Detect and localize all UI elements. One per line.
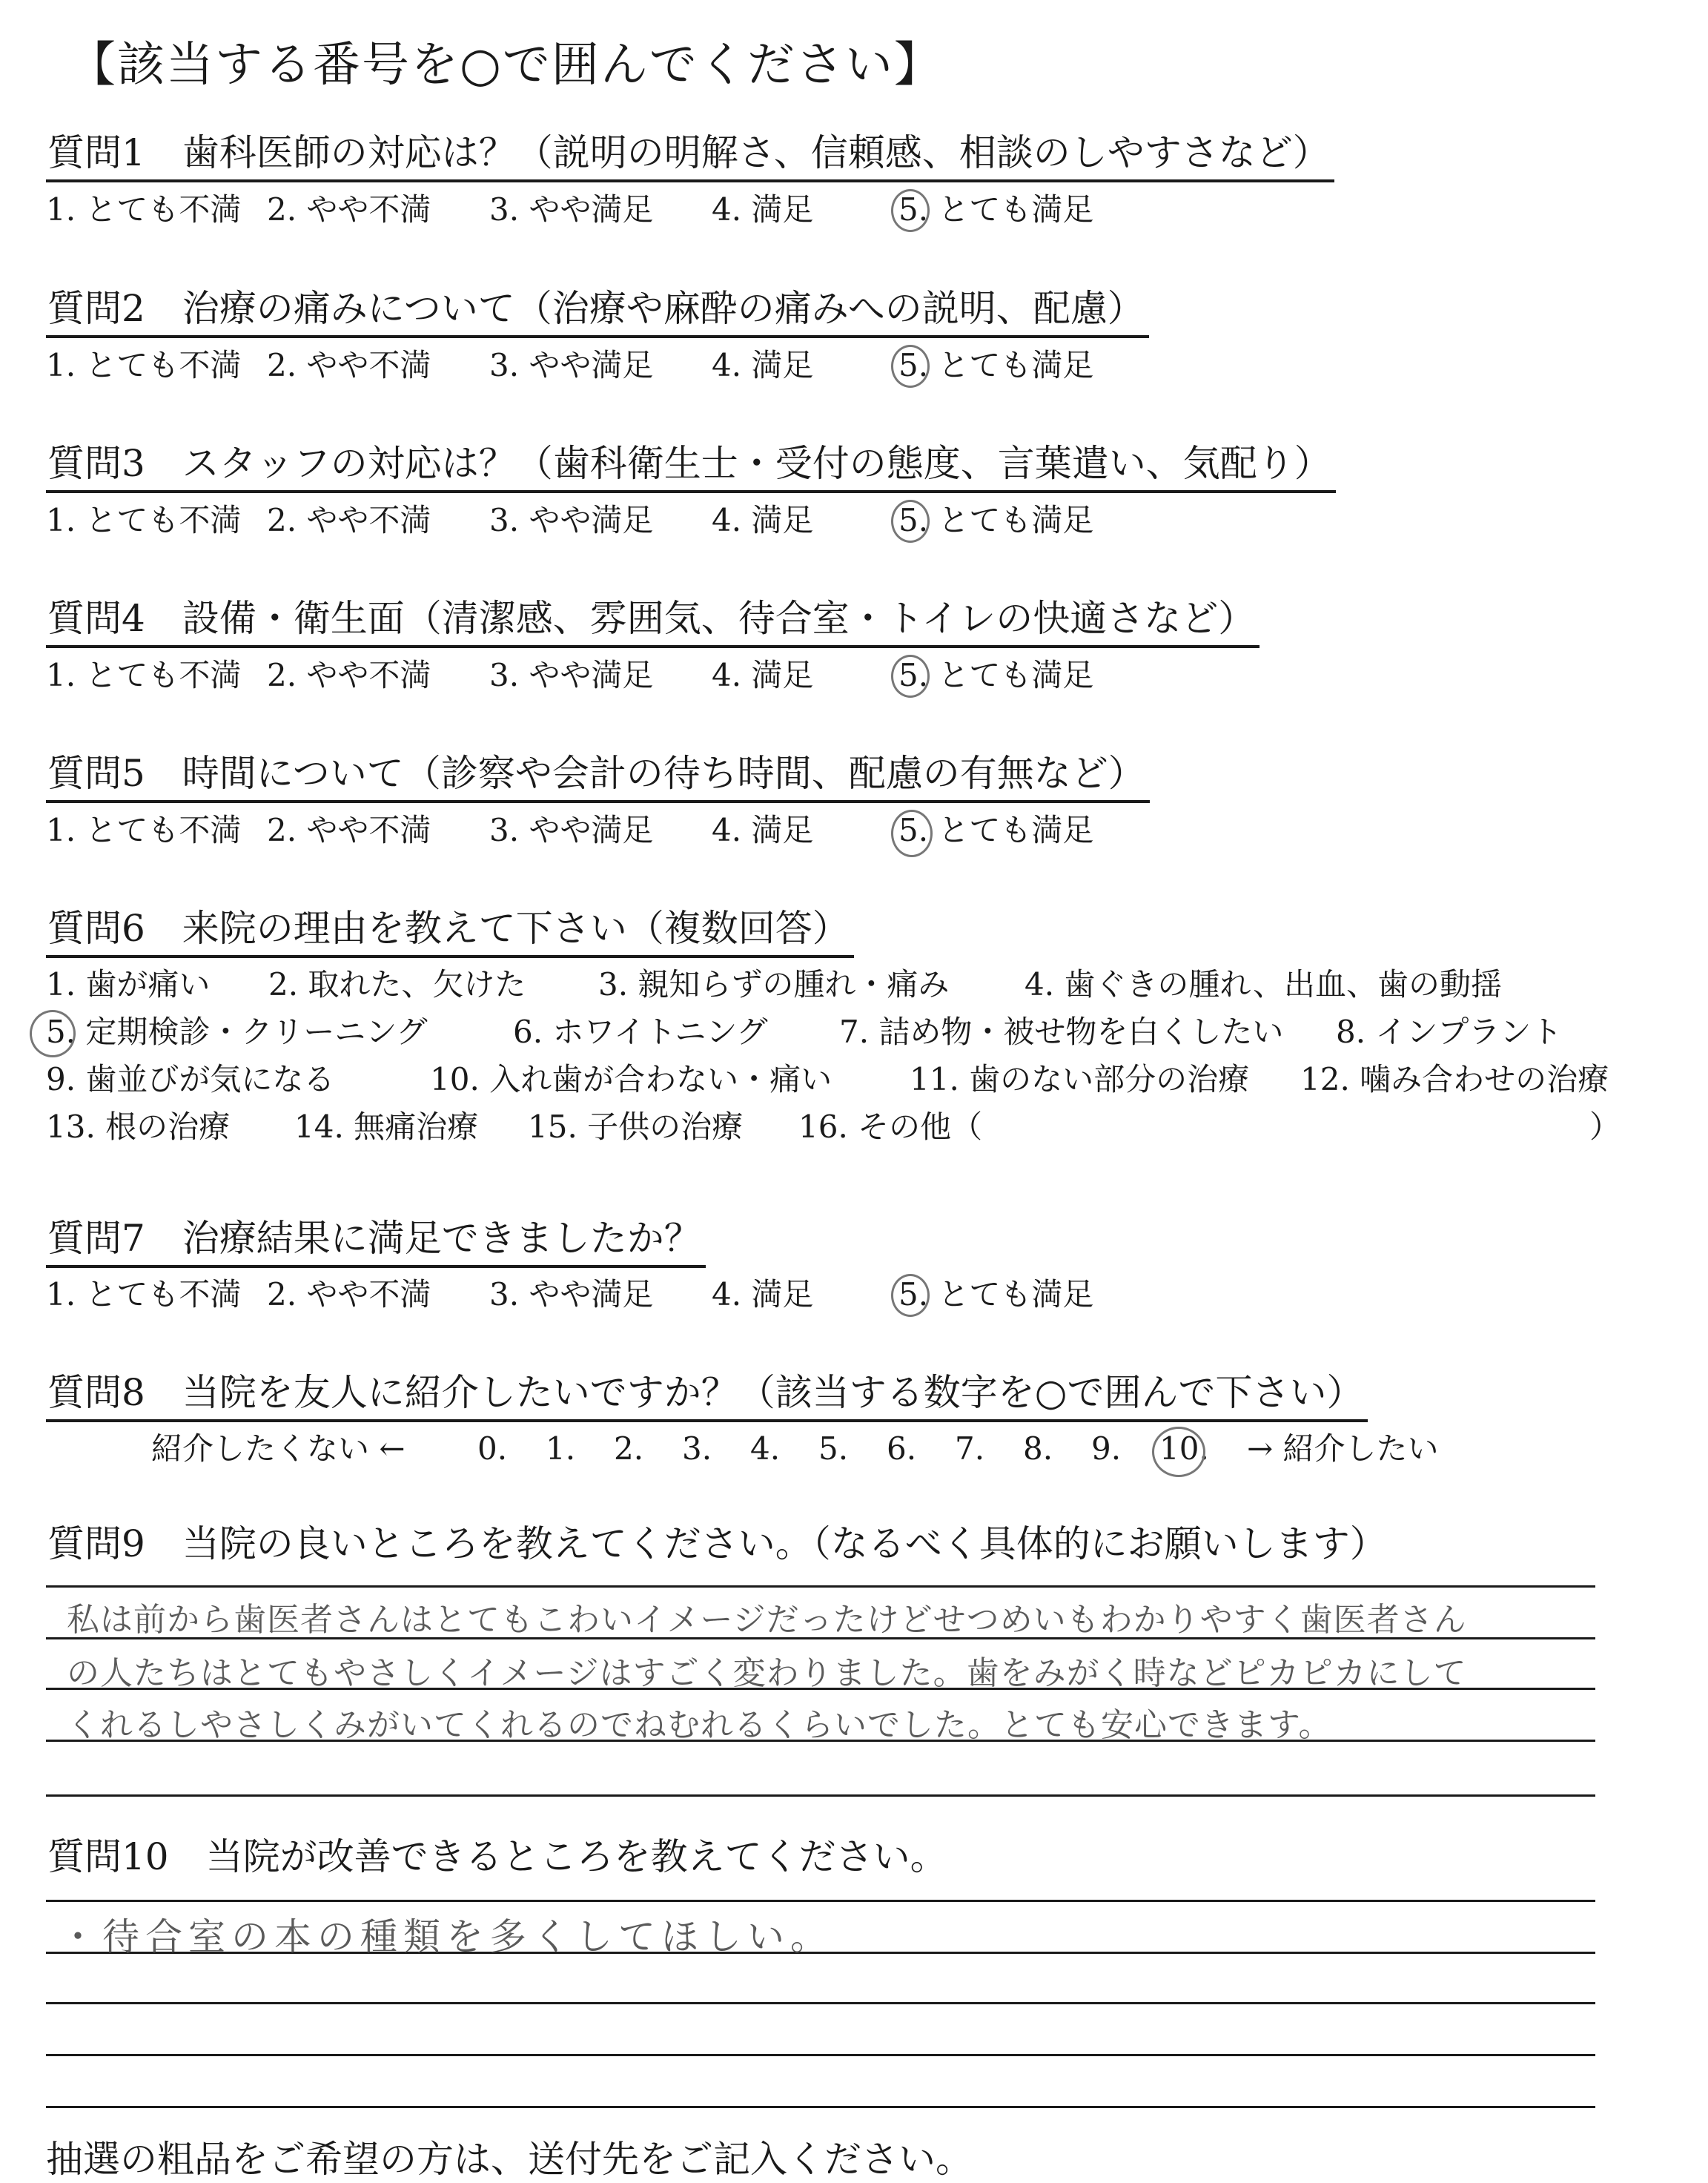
selection-circle-mark (891, 810, 933, 857)
q5-option-4[interactable]: 4. 満足 (712, 812, 814, 848)
q9-answer-line-2: の人たちはとてもやさしくイメージはすごく変わりました。歯をみがく時などピカピカにして (67, 1654, 1467, 1692)
question-7-heading: 質問7 治療結果に満足できましたか？ (46, 1216, 706, 1268)
q6-option-6[interactable]: 6. ホワイトニング (513, 1014, 768, 1050)
answer-line (46, 2002, 1595, 2004)
footer-instruction: 抽選の粗品をご希望の方は、送付先をご記入ください。 (46, 2138, 973, 2181)
page-title: 【該当する番号を○で囲んでください】 (68, 38, 943, 93)
selection-circle-mark (1152, 1427, 1205, 1477)
question-2-heading: 質問2 治療の痛みについて（治療や麻酔の痛みへの説明、配慮） (46, 286, 1149, 338)
q3-option-4[interactable]: 4. 満足 (712, 502, 814, 538)
q2-option-3[interactable]: 3. やや満足 (489, 347, 654, 383)
q10-answer-line-1: ・待合室の本の種類を多くしてほしい。 (59, 1915, 833, 1958)
q7-option-2[interactable]: 2. やや不満 (267, 1276, 431, 1312)
q3-option-3[interactable]: 3. やや満足 (489, 502, 654, 538)
q2-option-4[interactable]: 4. 満足 (712, 347, 814, 383)
q6-option-4[interactable]: 4. 歯ぐきの腫れ、出血、歯の動揺 (1025, 966, 1502, 1003)
q8-scale-2[interactable]: 2. (614, 1430, 644, 1467)
q8-scale-5[interactable]: 5. (818, 1430, 849, 1467)
question-8-heading: 質問8 当院を友人に紹介したいですか？（該当する数字を○で囲んで下さい） (46, 1370, 1368, 1422)
answer-line (46, 1585, 1595, 1588)
q6-option-14[interactable]: 14. 無痛治療 (294, 1109, 479, 1145)
q8-scale-8[interactable]: 8. (1023, 1430, 1053, 1467)
selection-circle-mark (891, 655, 930, 698)
question-6-row-3 (46, 1060, 1677, 1099)
question-9-heading: 質問9 当院の良いところを教えてください。（なるべく具体的にお願いします） (47, 1522, 1387, 1565)
q4-option-4[interactable]: 4. 満足 (712, 657, 814, 693)
question-6-heading: 質問6 来院の理由を教えて下さい（複数回答） (46, 906, 854, 958)
question-6-row-2 (46, 1013, 1677, 1051)
question-6-row-4 (46, 1108, 1677, 1146)
question-4-heading: 質問4 設備・衛生面（清潔感、雰囲気、待合室・トイレの快適さなど） (46, 596, 1260, 648)
q6-option-5[interactable]: 5. 定期検診・クリーニング (46, 1014, 428, 1050)
q3-option-1[interactable]: 1. とても不満 (46, 502, 242, 538)
q9-answer-line-1: 私は前から歯医者さんはとてもこわいイメージだったけどせつめいもわかりやすく歯医者さん (67, 1601, 1467, 1639)
q4-option-3[interactable]: 3. やや満足 (489, 657, 654, 693)
q6-option-12[interactable]: 12. 噛み合わせの治療 (1300, 1061, 1609, 1097)
q5-option-5[interactable]: 5. とても満足 (898, 812, 1094, 848)
selection-circle-mark (891, 345, 930, 388)
q3-option-5[interactable]: 5. とても満足 (898, 502, 1094, 538)
answer-line (46, 1900, 1595, 1902)
q8-scale-6[interactable]: 6. (887, 1430, 917, 1467)
q1-option-5[interactable]: 5. とても満足 (898, 191, 1094, 228)
question-3-heading: 質問3 スタッフの対応は？（歯科衛生士・受付の態度、言葉遣い、気配り） (46, 441, 1336, 493)
q6-option-16[interactable]: 16. その他（ (798, 1109, 983, 1145)
selection-circle-mark (30, 1010, 76, 1057)
q6-option-13[interactable]: 13. 根の治療 (46, 1109, 231, 1145)
question-8-scale (151, 1430, 1530, 1471)
q8-scale-3[interactable]: 3. (682, 1430, 712, 1467)
q6-option-3[interactable]: 3. 親知らずの腫れ・痛み (598, 966, 950, 1003)
q8-scale-1[interactable]: 1. (546, 1430, 576, 1467)
answer-line (46, 1794, 1595, 1797)
q8-scale-10[interactable]: 10. (1159, 1430, 1209, 1467)
q6-option-2[interactable]: 2. 取れた、欠けた (268, 966, 526, 1003)
question-6-row-1 (46, 965, 1677, 1004)
q6-option-11[interactable]: 11. 歯のない部分の治療 (910, 1061, 1250, 1097)
q2-option-5[interactable]: 5. とても満足 (898, 347, 1094, 383)
q8-right-label: → 紹介したい (1247, 1430, 1439, 1467)
q7-option-4[interactable]: 4. 満足 (712, 1276, 814, 1312)
q7-option-5[interactable]: 5. とても満足 (898, 1276, 1094, 1312)
q6-option-9[interactable]: 9. 歯並びが気になる (46, 1061, 335, 1097)
q9-answer-line-3: くれるしやさしくみがいてくれるのでねむれるくらいでした。とても安心できます。 (67, 1706, 1332, 1744)
q6-option-8[interactable]: 8. インプラント (1336, 1014, 1563, 1050)
question-1-heading: 質問1 歯科医師の対応は？（説明の明解さ、信頼感、相談のしやすさなど） (46, 131, 1334, 182)
answer-line (46, 2106, 1595, 2108)
q5-option-2[interactable]: 2. やや不満 (267, 812, 431, 848)
q1-option-1[interactable]: 1. とても不満 (46, 191, 242, 228)
question-7-options (46, 1275, 1158, 1314)
q6-option-1[interactable]: 1. 歯が痛い (46, 966, 211, 1003)
selection-circle-mark (891, 1274, 930, 1317)
question-1-options (46, 191, 1158, 229)
question-4-options (46, 656, 1158, 695)
q8-left-label: 紹介したくない ← (151, 1430, 406, 1467)
question-3-options (46, 501, 1158, 540)
q8-scale-9[interactable]: 9. (1091, 1430, 1122, 1467)
q1-option-2[interactable]: 2. やや不満 (267, 191, 431, 228)
q8-scale-4[interactable]: 4. (750, 1430, 781, 1467)
q3-option-2[interactable]: 2. やや不満 (267, 502, 431, 538)
q4-option-5[interactable]: 5. とても満足 (898, 657, 1094, 693)
q4-option-1[interactable]: 1. とても不満 (46, 657, 242, 693)
selection-circle-mark (891, 189, 930, 232)
answer-line (46, 2054, 1595, 2056)
q1-option-4[interactable]: 4. 満足 (712, 191, 814, 228)
q4-option-2[interactable]: 2. やや不満 (267, 657, 431, 693)
q5-option-3[interactable]: 3. やや満足 (489, 812, 654, 848)
q7-option-3[interactable]: 3. やや満足 (489, 1276, 654, 1312)
q6-option-15[interactable]: 15. 子供の治療 (528, 1109, 744, 1145)
question-2-options (46, 346, 1158, 385)
question-10-heading: 質問10 当院が改善できるところを教えてください。 (47, 1835, 947, 1878)
q5-option-1[interactable]: 1. とても不満 (46, 812, 242, 848)
q7-option-1[interactable]: 1. とても不満 (46, 1276, 242, 1312)
question-5-options (46, 811, 1158, 850)
q6-option-10[interactable]: 10. 入れ歯が合わない・痛い (430, 1061, 833, 1097)
q1-option-3[interactable]: 3. やや満足 (489, 191, 654, 228)
q6-other-close-paren: ） (1589, 1109, 1621, 1145)
q6-option-7[interactable]: 7. 詰め物・被せ物を白くしたい (839, 1014, 1284, 1050)
selection-circle-mark (891, 500, 930, 543)
q8-scale-7[interactable]: 7. (955, 1430, 985, 1467)
q8-scale-0[interactable]: 0. (477, 1430, 508, 1467)
q2-option-2[interactable]: 2. やや不満 (267, 347, 431, 383)
question-5-heading: 質問5 時間について（診察や会計の待ち時間、配慮の有無など） (46, 751, 1150, 803)
q2-option-1[interactable]: 1. とても不満 (46, 347, 242, 383)
